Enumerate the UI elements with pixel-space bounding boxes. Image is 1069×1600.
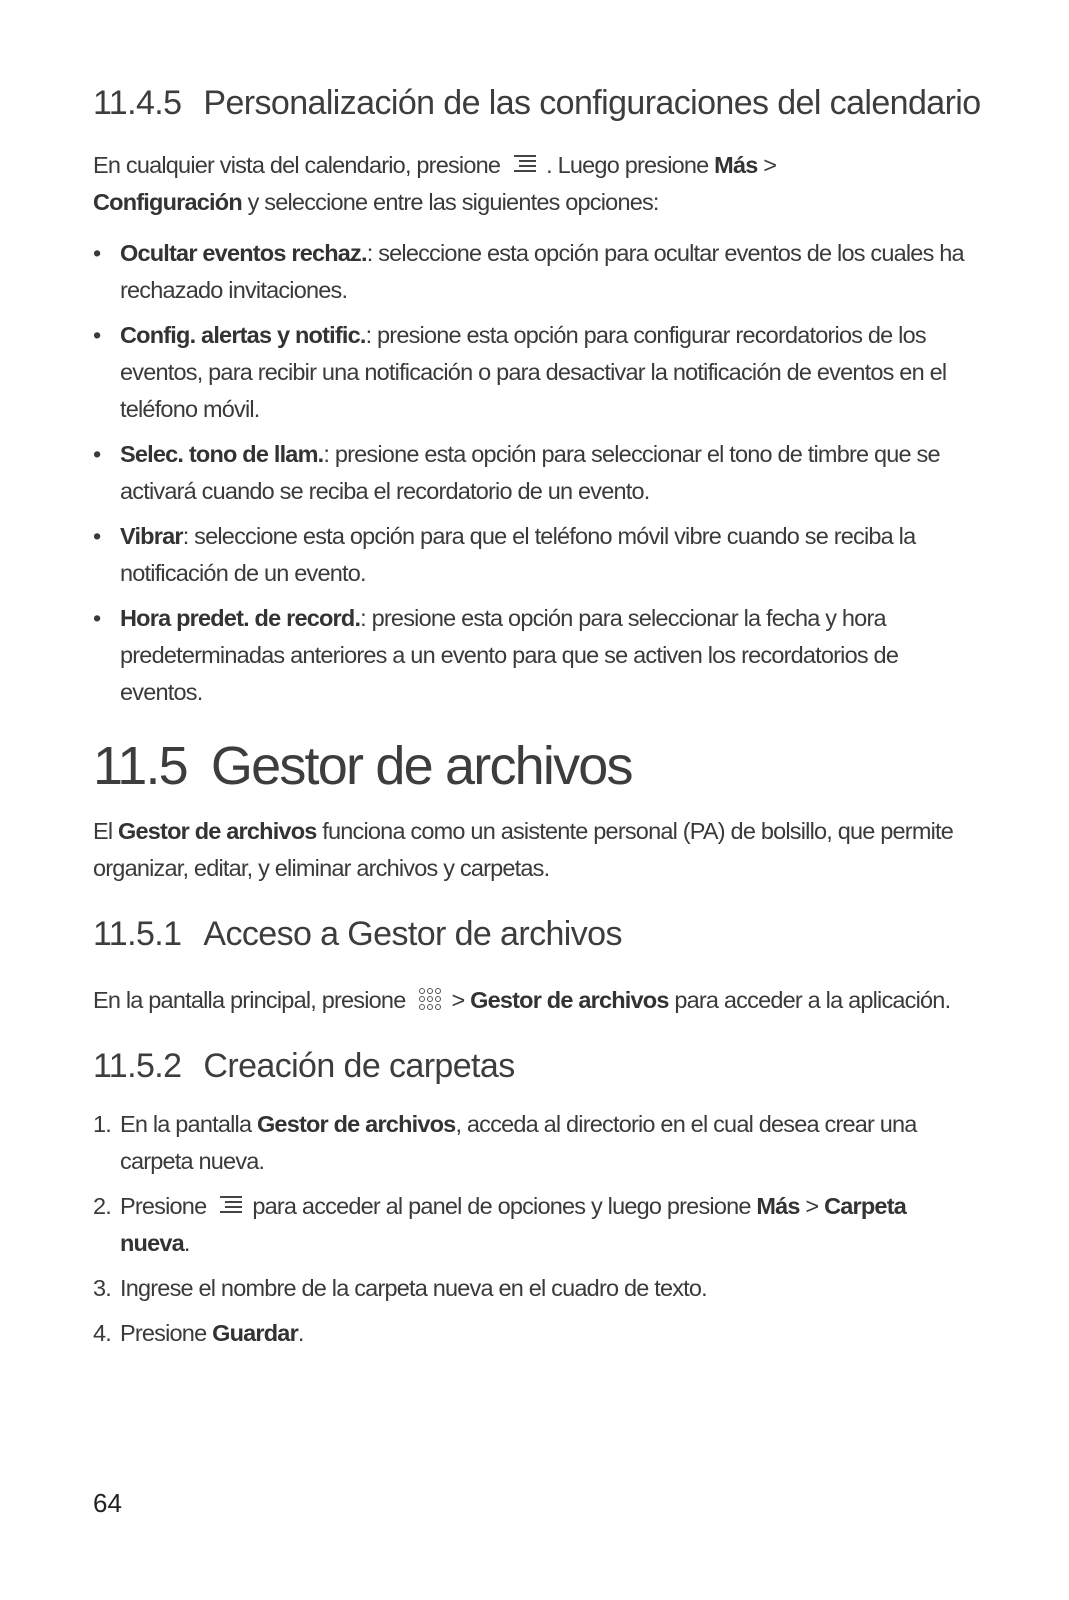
option-description: : seleccione esta opción para que el teléfono móvil vibre cuando se reciba la notificación de un evento. xyxy=(120,523,916,586)
mas-label: Más xyxy=(714,152,758,178)
section-title: Personalización de las configuraciones del calendario xyxy=(203,84,981,122)
section-number: 11.5.2 xyxy=(93,1047,182,1085)
section-heading-11-5-2 xyxy=(93,1047,973,1086)
option-description: : presione esta opción para seleccionar el tono de timbre que se activará cuando se reciba el recordatorio de un evento. xyxy=(120,441,940,504)
step-text: Presione xyxy=(120,1320,213,1346)
option-description: : presione esta opción para seleccionar la fecha y hora predeterminadas anteriores a un evento para que se activen los recordatorios de eventos. xyxy=(120,605,899,705)
guardar-label: Guardar xyxy=(212,1320,298,1346)
access-file-manager-text xyxy=(93,982,973,1019)
step-text: para acceder al panel de opciones y luego presione xyxy=(252,1193,757,1219)
gestor-label: Gestor de archivos xyxy=(256,1111,456,1137)
paragraph-text: En la pantalla principal, presione xyxy=(93,987,406,1013)
section-number: 11.5.1 xyxy=(93,915,182,953)
intro-text: En cualquier vista del calendario, presione xyxy=(93,152,501,178)
intro-text: y seleccione entre las siguientes opciones: xyxy=(241,189,659,215)
step-text: Ingrese el nombre de la carpeta nueva en el cuadro de texto. xyxy=(120,1275,707,1301)
option-label: Config. alertas y notific. xyxy=(120,322,366,348)
step-text: . xyxy=(297,1320,304,1346)
step-number: 3. xyxy=(93,1275,111,1301)
create-folder-steps xyxy=(93,1106,973,1352)
intro-text: . Luego presione xyxy=(546,152,709,178)
list-item xyxy=(93,600,973,711)
paragraph-text: > xyxy=(451,987,471,1013)
menu-icon xyxy=(220,1196,242,1214)
list-item xyxy=(93,235,973,309)
list-item xyxy=(93,436,973,510)
option-label: Ocultar eventos rechaz. xyxy=(120,240,367,266)
step-text: Presione xyxy=(120,1193,207,1219)
paragraph-text: El xyxy=(93,818,119,844)
step-text: . xyxy=(183,1230,190,1256)
step-text: > xyxy=(799,1193,825,1219)
option-description: : seleccione esta opción para ocultar eventos de los cuales ha rechazado invitaciones. xyxy=(120,240,964,303)
calendar-options-list xyxy=(93,235,973,711)
paragraph-text: para acceder a la aplicación. xyxy=(668,987,951,1013)
list-item xyxy=(93,1315,973,1352)
list-item xyxy=(93,1188,973,1262)
intro-text: > xyxy=(757,152,777,178)
option-label: Hora predet. de record. xyxy=(120,605,361,631)
section-number: 11.5 xyxy=(93,736,187,796)
step-number: 2. xyxy=(93,1193,111,1219)
section-number: 11.4.5 xyxy=(93,84,182,122)
mas-label: Más xyxy=(756,1193,800,1219)
option-description: : presione esta opción para configurar recordatorios de los eventos, para recibir una notificación o para desactivar la notificación de eventos en el teléfono móvil. xyxy=(120,322,947,422)
carpeta-nueva-label: Carpeta nueva xyxy=(120,1193,906,1256)
gestor-label: Gestor de archivos xyxy=(118,818,317,844)
section-title: Gestor de archivos xyxy=(210,736,632,796)
list-item xyxy=(93,518,973,592)
page-number: 64 xyxy=(93,1488,122,1518)
step-text: , acceda al directorio en el cual desea crear una carpeta nueva. xyxy=(120,1111,917,1174)
option-label: Selec. tono de llam. xyxy=(120,441,324,467)
section-heading-11-4-5 xyxy=(93,84,981,123)
section-title: Creación de carpetas xyxy=(203,1047,515,1085)
section-title: Acceso a Gestor de archivos xyxy=(203,915,622,953)
step-number: 4. xyxy=(93,1320,111,1346)
list-item xyxy=(93,1270,973,1307)
file-manager-description xyxy=(93,813,973,887)
step-text: En la pantalla xyxy=(120,1111,257,1137)
section-heading-11-5-1 xyxy=(93,915,973,954)
list-item xyxy=(93,1106,973,1180)
chapter-heading-11-5 xyxy=(93,735,973,797)
apps-grid-icon xyxy=(419,988,441,1010)
calendar-settings-intro xyxy=(93,147,973,221)
menu-icon xyxy=(514,155,536,173)
step-number: 1. xyxy=(93,1111,111,1137)
list-item xyxy=(93,317,973,428)
configuracion-label: Configuración xyxy=(93,189,242,215)
gestor-label: Gestor de archivos xyxy=(470,987,669,1013)
page-content xyxy=(93,84,981,1360)
option-label: Vibrar xyxy=(120,523,183,549)
paragraph-text: funciona como un asistente personal (PA) de bolsillo, que permite organizar, editar, y eliminar archivos y carpetas. xyxy=(93,818,954,881)
